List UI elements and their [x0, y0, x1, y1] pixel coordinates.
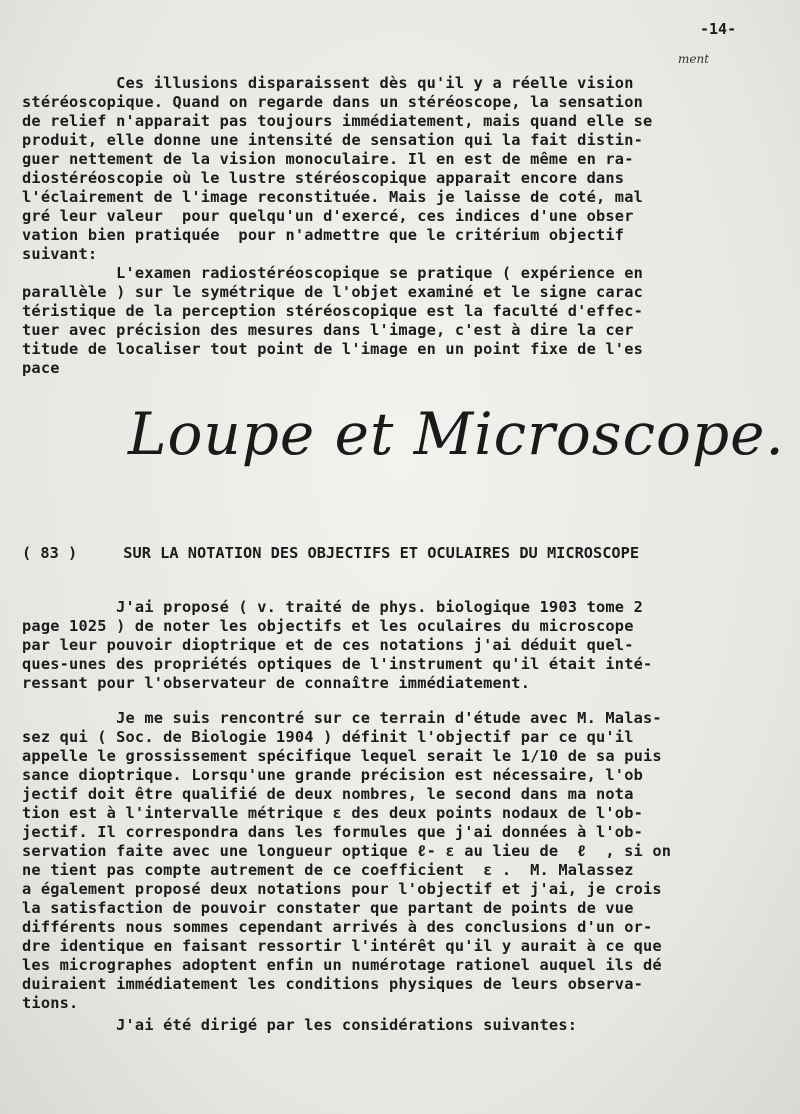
text-line: jectif doit être qualifié de deux nombres, le second dans ma nota — [22, 785, 634, 803]
handwritten-annotation: ment — [678, 52, 710, 66]
text-line: guer nettement de la vision monoculaire. Il en est de même en ra- — [22, 150, 634, 168]
text-line: a également proposé deux notations pour l'objectif et j'ai, je crois — [22, 880, 662, 898]
text-line: ressant pour l'observateur de connaître immédiatement. — [22, 674, 531, 692]
text-line: sance dioptrique. Lorsqu'une grande précision est nécessaire, l'ob — [22, 766, 644, 784]
text-line: suivant: — [22, 245, 98, 263]
text-line: Ces illusions disparaissent dès qu'il y a réelle vision — [22, 74, 634, 92]
text-line: pace — [22, 359, 60, 377]
text-line: téristique de la perception stéréoscopique est la faculté d'effec- — [22, 302, 644, 320]
text-line: vation bien pratiquée pour n'admettre que le critérium objectif — [22, 226, 625, 244]
text-line: produit, elle donne une intensité de sensation qui la fait distin- — [22, 131, 644, 149]
text-line: gré leur valeur pour quelqu'un d'exercé, ces indices d'une obser — [22, 207, 634, 225]
text-line: tions. — [22, 994, 79, 1012]
text-line: appelle le grossissement spécifique lequel serait le 1/10 de sa puis — [22, 747, 662, 765]
text-line: J'ai proposé ( v. traité de phys. biologique 1903 tome 2 — [22, 598, 644, 616]
text-line: de relief n'apparait pas toujours immédiatement, mais quand elle se — [22, 112, 653, 130]
text-line: page 1025 ) de noter les objectifs et les oculaires du microscope — [22, 617, 634, 635]
text-line: dre identique en faisant ressortir l'intérêt qu'il y aurait à ce que — [22, 937, 662, 955]
text-line: l'éclairement de l'image reconstituée. Mais je laisse de coté, mal — [22, 188, 644, 206]
text-line: Je me suis rencontré sur ce terrain d'étude avec M. Malas- — [22, 709, 662, 727]
text-line: L'examen radiostéréoscopique se pratique ( expérience en — [22, 264, 644, 282]
text-line: différents nous sommes cependant arrivés à des conclusions d'un or- — [22, 918, 653, 936]
page-number: -14- — [700, 20, 737, 38]
text-line: ne tient pas compte autrement de ce coefficient ε . M. Malassez — [22, 861, 634, 879]
text-line: duiraient immédiatement les conditions physiques de leurs observa- — [22, 975, 644, 993]
text-line: tuer avec précision des mesures dans l'image, c'est à dire la cer — [22, 321, 634, 339]
text-line: stéréoscopique. Quand on regarde dans un stéréoscope, la sensation — [22, 93, 644, 111]
text-line: tion est à l'intervalle métrique ε des deux points nodaux de l'ob- — [22, 804, 644, 822]
text-line: J'ai été dirigé par les considérations suivantes: — [22, 1016, 578, 1034]
text-line: sez qui ( Soc. de Biologie 1904 ) définit l'objectif par ce qu'il — [22, 728, 634, 746]
text-line: servation faite avec une longueur optique ℓ- ε au lieu de ℓ , si on — [22, 842, 672, 860]
text-line: les micrographes adoptent enfin un numérotage rationel auquel ils dé — [22, 956, 662, 974]
text-line: ques-unes des propriétés optiques de l'instrument qu'il était inté- — [22, 655, 653, 673]
text-line: parallèle ) sur le symétrique de l'objet examiné et le signe carac — [22, 283, 644, 301]
text-line: jectif. Il correspondra dans les formules que j'ai données à l'ob- — [22, 823, 644, 841]
text-line: diostéréoscopie où le lustre stéréoscopique apparait encore dans — [22, 169, 625, 187]
text-line: titude de localiser tout point de l'image en un point fixe de l'es — [22, 340, 644, 358]
handwritten-heading: Loupe et Microscope. — [128, 400, 785, 468]
text-line: la satisfaction de pouvoir constater que partant de points de vue — [22, 899, 634, 917]
text-line: par leur pouvoir dioptrique et de ces notations j'ai déduit quel- — [22, 636, 634, 654]
section-title: ( 83 ) SUR LA NOTATION DES OBJECTIFS ET OCULAIRES DU MICROSCOPE — [22, 544, 640, 562]
